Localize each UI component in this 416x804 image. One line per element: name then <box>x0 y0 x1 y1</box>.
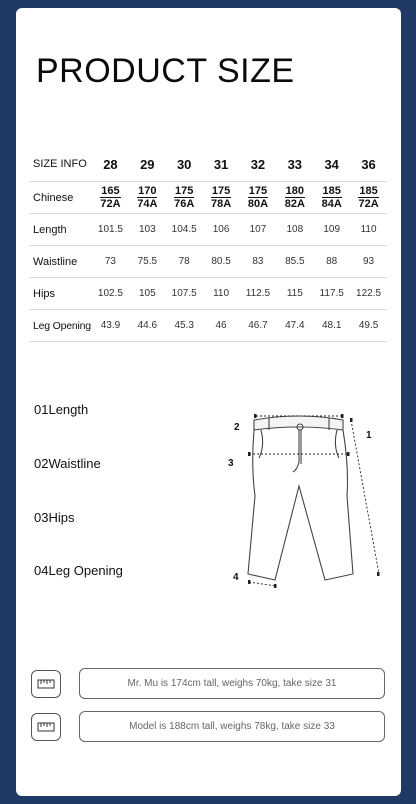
table-cell: 103 <box>129 214 166 246</box>
tip-text: Model is 188cm tall, weighs 78kg, take size 33 <box>79 711 385 742</box>
table-cell: 107 <box>240 214 277 246</box>
size-header: 31 <box>203 147 240 182</box>
size-header: 30 <box>166 147 203 182</box>
table-cell: 85.5 <box>276 246 313 278</box>
size-header: 32 <box>240 147 277 182</box>
chinese-size: $\frac{175}{80A}$ <box>247 185 269 210</box>
chinese-size: $\frac{185}{72A}$ <box>358 185 379 210</box>
table-cell: 117.5 <box>313 278 350 310</box>
diagram-label: 2 <box>234 422 240 433</box>
table-cell: 110 <box>203 278 240 310</box>
table-cell: 43.9 <box>92 310 129 342</box>
length-row <box>30 214 387 246</box>
measure-leg-opening: 04Leg Opening <box>34 563 123 578</box>
hips-row <box>30 278 387 310</box>
table-cell: 48.1 <box>313 310 350 342</box>
table-cell: 45.3 <box>166 310 203 342</box>
row-label: Hips <box>30 278 92 310</box>
size-table <box>30 147 387 342</box>
chinese-size: $\frac{185}{84A}$ <box>321 185 342 210</box>
table-cell: 93 <box>350 246 387 278</box>
table-cell: 88 <box>313 246 350 278</box>
leg-opening-row <box>30 310 387 342</box>
size-header: 29 <box>129 147 166 182</box>
waistline-row <box>30 246 387 278</box>
chinese-size-row <box>30 182 387 214</box>
diagram-label: 3 <box>228 458 234 469</box>
table-cell: 46 <box>203 310 240 342</box>
chinese-label: Chinese <box>30 182 92 214</box>
size-header: 33 <box>276 147 313 182</box>
chinese-size: $\frac{170}{74A}$ <box>137 185 158 210</box>
table-cell: 46.7 <box>240 310 277 342</box>
table-cell: 105 <box>129 278 166 310</box>
page-title: PRODUCT SIZE <box>36 52 295 90</box>
pants-diagram <box>221 406 391 596</box>
tip-text: Mr. Mu is 174cm tall, weighs 70kg, take size 31 <box>79 668 385 699</box>
table-cell: 44.6 <box>129 310 166 342</box>
table-cell: 47.4 <box>276 310 313 342</box>
chinese-size: $\frac{165}{72A}$ <box>100 185 121 210</box>
measure-length: 01Length <box>34 402 89 417</box>
table-cell: 115 <box>276 278 313 310</box>
table-cell: 49.5 <box>350 310 387 342</box>
chinese-size: $\frac{180}{82A}$ <box>284 185 305 210</box>
table-cell: 109 <box>313 214 350 246</box>
chinese-size: $\frac{175}{78A}$ <box>210 185 232 210</box>
table-cell: 102.5 <box>92 278 129 310</box>
size-card <box>16 8 401 796</box>
table-cell: 112.5 <box>240 278 277 310</box>
size-tip <box>31 711 387 743</box>
table-cell: 101.5 <box>92 214 129 246</box>
row-label: Leg Opening <box>30 310 92 342</box>
table-cell: 80.5 <box>203 246 240 278</box>
table-cell: 73 <box>92 246 129 278</box>
size-tip <box>31 668 387 700</box>
table-cell: 108 <box>276 214 313 246</box>
row-label: Length <box>30 214 92 246</box>
table-cell: 122.5 <box>350 278 387 310</box>
size-header-row <box>30 147 387 182</box>
measure-waistline: 02Waistline <box>34 456 101 471</box>
table-cell: 106 <box>203 214 240 246</box>
size-info-label: SIZE INFO <box>30 147 92 182</box>
table-cell: 78 <box>166 246 203 278</box>
size-header: 34 <box>313 147 350 182</box>
table-cell: 104.5 <box>166 214 203 246</box>
ruler-icon <box>31 713 61 741</box>
row-label: Waistline <box>30 246 92 278</box>
table-cell: 75.5 <box>129 246 166 278</box>
table-cell: 83 <box>240 246 277 278</box>
table-cell: 110 <box>350 214 387 246</box>
chinese-size: $\frac{175}{76A}$ <box>174 185 195 210</box>
diagram-label: 1 <box>366 430 372 441</box>
diagram-label: 4 <box>233 572 239 583</box>
size-header: 36 <box>350 147 387 182</box>
ruler-icon <box>31 670 61 698</box>
table-cell: 107.5 <box>166 278 203 310</box>
measure-hips: 03Hips <box>34 510 75 525</box>
size-header: 28 <box>92 147 129 182</box>
